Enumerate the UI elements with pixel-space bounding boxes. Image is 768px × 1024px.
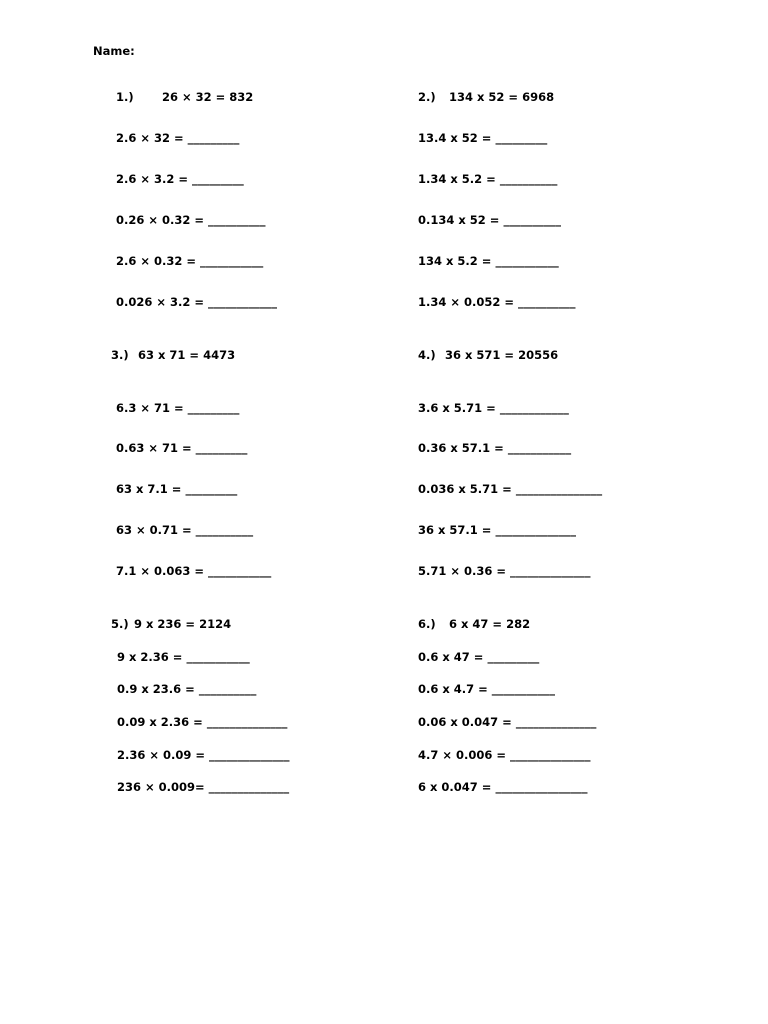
problem-5-expression: 9 x 236 = [134,617,200,631]
name-label: Name: [93,44,135,58]
problem-2-item-3: 0.134 x 52 = __________ [418,213,561,227]
problem-5-item-5: 236 × 0.009= ______________ [117,780,290,794]
problem-3-answer: 4473 [203,348,236,362]
problem-3-item-5: 7.1 × 0.063 = ___________ [116,564,272,578]
problem-1-header [162,90,253,104]
problem-2-expression: 134 x 52 = [449,90,523,104]
problem-2-item-5: 1.34 × 0.052 = __________ [418,295,576,309]
problem-5-number: 5.) [111,617,129,631]
problem-1-item-5: 0.026 × 3.2 = ____________ [116,295,278,309]
problem-4-item-5: 5.71 × 0.36 = ______________ [418,564,591,578]
problem-1-item-2: 2.6 × 3.2 = _________ [116,172,244,186]
problem-1-expression: 26 × 32 = [162,90,230,104]
problem-6-number: 6.) [418,617,436,631]
problem-2-header [449,90,554,104]
problem-6-item-3: 0.06 x 0.047 = ______________ [418,715,597,729]
problem-1-item-1: 2.6 × 32 = _________ [116,131,240,145]
problem-6-header [449,617,530,631]
problem-5-item-2: 0.9 x 23.6 = __________ [117,682,257,696]
problem-2-item-4: 134 x 5.2 = ___________ [418,254,559,268]
problem-4-item-3: 0.036 x 5.71 = _______________ [418,482,603,496]
problem-4-answer: 20556 [518,348,559,362]
problem-2-item-2: 1.34 x 5.2 = __________ [418,172,558,186]
problem-4-header [445,348,558,362]
problem-1-item-3: 0.26 × 0.32 = __________ [116,213,266,227]
problem-6-item-5: 6 x 0.047 = ________________ [418,780,588,794]
problem-4-expression: 36 x 571 = [445,348,519,362]
problem-4-item-2: 0.36 x 57.1 = ___________ [418,441,572,455]
problem-3-item-2: 0.63 × 71 = _________ [116,441,248,455]
problem-1-answer: 832 [229,90,254,104]
problem-6-item-1: 0.6 x 47 = _________ [418,650,540,664]
problem-3-number: 3.) [111,348,129,362]
problem-6-item-2: 0.6 x 4.7 = ___________ [418,682,556,696]
problem-4-item-1: 3.6 x 5.71 = ____________ [418,401,569,415]
problem-5-item-1: 9 x 2.36 = ___________ [117,650,250,664]
problem-5-item-3: 0.09 x 2.36 = ______________ [117,715,288,729]
problem-4-number: 4.) [418,348,436,362]
problem-5-item-4: 2.36 × 0.09 = ______________ [117,748,290,762]
problem-3-item-4: 63 × 0.71 = __________ [116,523,254,537]
problem-3-header [138,348,235,362]
problem-6-item-4: 4.7 × 0.006 = ______________ [418,748,591,762]
problem-6-expression: 6 x 47 = [449,617,507,631]
problem-2-answer: 6968 [522,90,555,104]
problem-4-item-4: 36 x 57.1 = ______________ [418,523,576,537]
problem-2-item-1: 13.4 x 52 = _________ [418,131,548,145]
problem-2-number: 2.) [418,90,436,104]
problem-6-answer: 282 [506,617,531,631]
problem-3-expression: 63 x 71 = [138,348,204,362]
problem-3-item-1: 6.3 × 71 = _________ [116,401,240,415]
problem-3-item-3: 63 x 7.1 = _________ [116,482,238,496]
problem-1-item-4: 2.6 × 0.32 = ___________ [116,254,264,268]
problem-1-number: 1.) [116,90,134,104]
problem-5-answer: 2124 [199,617,232,631]
problem-5-header [134,617,231,631]
